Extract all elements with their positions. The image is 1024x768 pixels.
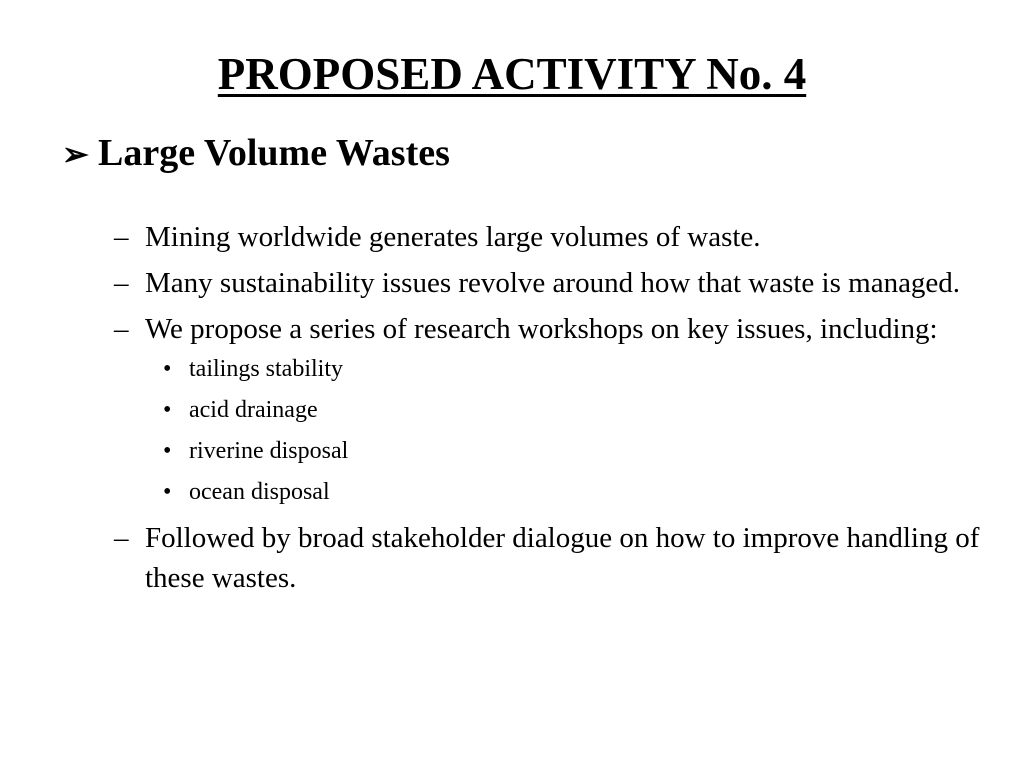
section-heading <box>62 128 450 179</box>
bullet-dot-icon: • <box>163 479 172 505</box>
dash-marker: – <box>114 221 129 253</box>
section-heading-text: Large Volume Wastes <box>98 132 450 174</box>
arrow-bullet-icon: ➢ <box>62 136 89 172</box>
slide-title-text: PROPOSED ACTIVITY No. 4 <box>217 49 807 99</box>
list-item-text: Many sustainability issues revolve around how that waste is managed. <box>145 267 961 299</box>
bullet-dot-icon: • <box>163 438 172 464</box>
list-item <box>114 518 994 598</box>
list-item-text: Followed by broad stakeholder dialogue on how to improve handling of these wastes. <box>145 522 980 594</box>
sub-bullet-list <box>145 354 994 507</box>
list-item-text: We propose a series of research workshops on key issues, including: <box>145 313 938 345</box>
bullet-dot-icon: • <box>163 356 172 382</box>
list-item <box>114 263 994 303</box>
sub-list-item <box>161 395 994 425</box>
dash-marker: – <box>114 522 129 554</box>
sub-list-item-text: tailings stability <box>189 356 343 382</box>
sub-list-item-text: ocean disposal <box>189 479 330 505</box>
sub-list-item-text: riverine disposal <box>189 438 349 464</box>
sub-list-item <box>161 436 994 466</box>
list-item <box>114 309 994 507</box>
bullet-list <box>114 217 994 604</box>
slide-title <box>0 46 1024 102</box>
sub-list-item-text: acid drainage <box>189 397 318 423</box>
bullet-dot-icon: • <box>163 397 172 423</box>
dash-marker: – <box>114 313 129 345</box>
sub-list-item <box>161 354 994 384</box>
list-item-text: Mining worldwide generates large volumes of waste. <box>145 221 761 253</box>
sub-list-item <box>161 477 994 507</box>
list-item <box>114 217 994 257</box>
dash-marker: – <box>114 267 129 299</box>
